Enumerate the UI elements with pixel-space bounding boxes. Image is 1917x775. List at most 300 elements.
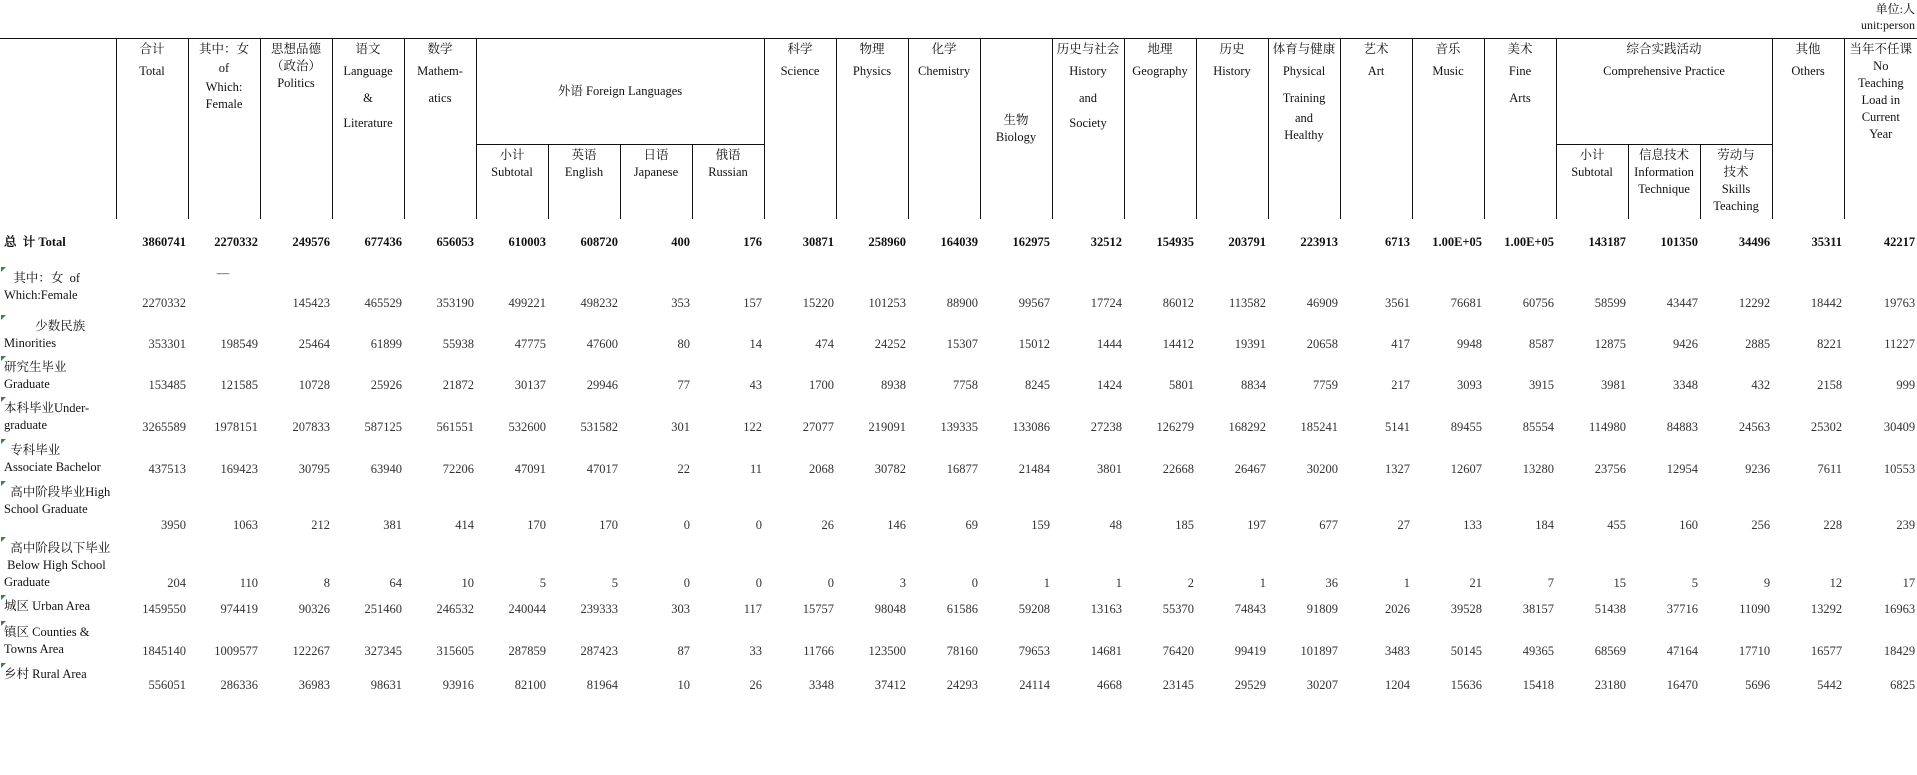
data-cell: 999 [1896,378,1916,392]
row-label [0,219,116,266]
data-cell: 12875 [1594,337,1627,351]
data-cell: 5 [1691,576,1699,590]
data-cell: 18442 [1810,296,1843,310]
data-cell: 143187 [1588,235,1627,249]
data-cell: 159 [1031,518,1051,532]
data-cell: 47775 [514,337,546,351]
data-cell: 1459550 [142,602,186,616]
data-cell: 82100 [514,678,546,692]
data-cell: 101350 [1660,235,1699,249]
data-cell: 15012 [1018,337,1051,351]
data-cell: 24114 [1019,678,1051,692]
data-cell: 69 [965,518,979,532]
data-cell: 2026 [1385,602,1411,616]
data-cell: 168292 [1228,420,1267,434]
table-row [0,219,1917,266]
data-cell: 30871 [802,235,835,249]
data-cell: 0 [755,518,763,532]
data-cell: 10 [677,678,690,692]
data-cell: 98631 [370,678,402,692]
header-physics: 物理 Physics [836,39,908,220]
data-cell: 29946 [586,378,618,392]
data-cell: 6713 [1385,235,1411,249]
data-cell: 25464 [298,337,330,351]
table-row [0,438,1917,480]
header-english: 英语 English [548,145,620,220]
row-label-line: graduate [4,418,48,432]
data-cell: 249576 [292,235,330,249]
data-cell: 18429 [1883,644,1916,658]
table-row [0,355,1917,396]
data-cell: 47164 [1666,644,1699,658]
data-cell: 532600 [508,420,546,434]
data-cell: 26 [821,518,835,532]
data-cell: 5 [539,576,546,590]
data-cell: 139335 [940,420,979,434]
data-cell: 43447 [1666,296,1699,310]
data-cell: 1 [1043,576,1051,590]
data-cell: 146 [887,518,907,532]
row-label-line: 镇区 Counties & [4,625,90,639]
data-cell: 15757 [802,602,835,616]
data-cell: 68569 [1594,644,1627,658]
table-row [0,620,1917,662]
data-cell: 43 [749,378,763,392]
data-cell: 8587 [1529,337,1555,351]
table-row [0,594,1917,620]
data-cell: 3265589 [142,420,186,434]
data-cell: 42217 [1883,235,1916,249]
data-cell: 121585 [220,378,258,392]
data-cell: 1 [1115,576,1123,590]
data-cell: 99567 [1018,296,1051,310]
data-cell: 1978151 [214,420,258,434]
data-cell: 30200 [1306,462,1339,476]
data-cell: 72206 [442,462,474,476]
data-cell: 14 [749,337,763,351]
data-cell: 16963 [1883,602,1916,616]
data-cell: 14412 [1162,337,1195,351]
data-cell: 90326 [298,602,330,616]
header-no-teaching-load: 当年不任课 No Teaching Load in Current Year [1844,39,1917,220]
data-cell: 11 [749,462,763,476]
data-cell: 13280 [1522,462,1555,476]
row-label [0,266,116,314]
row-label [0,314,116,355]
row-label [0,396,116,438]
data-cell: 2885 [1745,337,1771,351]
data-cell: 35311 [1811,235,1843,249]
data-cell: 251460 [364,602,402,616]
header-pe: 体育与健康 Physical Training and Healthy [1268,39,1340,220]
data-cell: 3981 [1601,378,1627,392]
header-blank [0,39,116,220]
data-cell: 77 [677,378,690,392]
header-politics: 思想品德 （政治） Politics [260,39,332,220]
data-cell: 84883 [1666,420,1699,434]
data-cell: 656053 [436,235,474,249]
row-label-line: 高中阶段以下毕业 [4,541,111,555]
data-cell: 30207 [1306,678,1339,692]
data-cell: 608720 [580,235,618,249]
data-cell: 286336 [220,678,258,692]
row-label-line: Graduate [4,377,50,391]
data-cell: 80 [677,337,690,351]
data-cell: 32512 [1090,235,1123,249]
data-cell: 13292 [1810,602,1843,616]
data-cell: 5141 [1385,420,1411,434]
data-cell: 327345 [364,644,402,658]
data-cell: 1424 [1097,378,1123,392]
table-body [0,219,1917,696]
data-cell: 9948 [1457,337,1483,351]
data-cell: 30409 [1883,420,1916,434]
data-cell: 17 [1902,576,1916,590]
data-cell: 29529 [1234,678,1267,692]
data-cell: 301 [671,420,690,434]
data-cell: 239 [1896,518,1916,532]
data-cell: 1204 [1385,678,1411,692]
row-label-line: 研究生毕业 [4,360,67,374]
row-label [0,438,116,480]
data-cell: 24293 [946,678,979,692]
data-cell: 12292 [1738,296,1771,310]
data-cell: 498232 [580,296,618,310]
row-label-line: Graduate [4,575,50,589]
data-cell: 122267 [292,644,330,658]
data-cell: 25926 [370,378,402,392]
data-cell: 34496 [1738,235,1771,249]
data-cell: 162975 [1012,235,1051,249]
data-cell: 1 [1259,576,1267,590]
data-cell: 58599 [1594,296,1627,310]
data-cell: 12 [1829,576,1843,590]
data-cell: 15220 [802,296,835,310]
data-cell: 30795 [298,462,330,476]
data-cell: 15 [1613,576,1627,590]
data-cell: 417 [1391,337,1411,351]
data-cell: 217 [1391,378,1411,392]
table-row [0,662,1917,696]
table-header [0,39,1917,220]
data-cell: 207833 [292,420,330,434]
data-cell: 11766 [803,644,835,658]
header-art: 艺术 Art [1340,39,1412,220]
data-cell: 353 [671,296,690,310]
data-cell: 5 [611,576,618,590]
data-cell: 9426 [1673,337,1699,351]
data-cell: 8 [323,576,330,590]
data-cell: 197 [1247,518,1267,532]
data-cell: 19391 [1234,337,1267,351]
data-cell: 204 [167,576,186,590]
header-math: 数学 Mathem- atics [404,39,476,220]
data-cell: 465529 [364,296,402,310]
data-cell: 2158 [1817,378,1843,392]
data-cell: 15307 [946,337,979,351]
data-cell: 561551 [436,420,474,434]
data-cell: 677 [1319,518,1339,532]
header-russian: 俄语 Russian [692,145,764,220]
data-cell: 223913 [1300,235,1339,249]
table-row [0,266,1917,314]
data-cell: 1845140 [142,644,186,658]
data-cell: 24252 [874,337,907,351]
unit-label [1861,1,1915,33]
header-fine-arts: 美术 Fine Arts [1484,39,1556,220]
row-label-line: Minorities [4,336,57,350]
data-cell: 3950 [161,518,186,532]
data-cell: 0 [971,576,979,590]
data-cell: 123500 [868,644,907,658]
data-cell: 246532 [436,602,474,616]
data-cell: 110 [239,576,258,590]
data-cell: 169423 [220,462,258,476]
header-foreign-languages: 外语 Foreign Languages [476,39,764,145]
data-cell: 1 [1403,576,1411,590]
header-comprehensive-practice: 综合实践活动 Comprehensive Practice [1556,39,1772,145]
data-cell: 14681 [1090,644,1123,658]
table-row [0,396,1917,438]
data-cell: 51438 [1594,602,1627,616]
data-cell: 101897 [1300,644,1339,658]
header-labor-skills: 劳动与 技术 Skills Teaching [1700,145,1772,220]
unit-cn: 单位:人 [1875,2,1915,16]
header-female: 其中：女 of Which: Female [188,39,260,220]
data-cell: 76681 [1450,296,1483,310]
row-label-line: Which:Female [4,288,78,302]
data-cell: 974419 [220,602,258,616]
data-cell: 12607 [1450,462,1483,476]
data-cell: 64 [389,576,402,590]
data-cell: 122 [743,420,763,434]
row-label [0,620,116,662]
data-cell: 184 [1535,518,1555,532]
data-cell: 22 [677,462,690,476]
data-cell: 3483 [1385,644,1411,658]
data-cell: 47600 [586,337,618,351]
data-cell: 160 [1679,518,1699,532]
data-cell: 5696 [1745,678,1771,692]
data-cell: 414 [455,518,474,532]
data-cell: 23756 [1594,462,1627,476]
row-label [0,594,116,620]
data-cell: 38157 [1522,602,1555,616]
data-cell: 81964 [586,678,618,692]
data-cell: 47091 [514,462,546,476]
data-cell: 2270332 [214,235,258,249]
data-cell: 353301 [148,337,186,351]
data-cell: 1009577 [214,644,258,658]
data-cell: 15636 [1450,678,1483,692]
row-label [0,536,116,594]
row-label-line: 专科毕业 [4,443,61,457]
data-cell: 48 [1109,518,1123,532]
data-cell: 381 [383,518,402,532]
row-label [0,662,116,696]
data-cell: 432 [1751,378,1771,392]
row-label-line: 少数民族 [4,319,86,333]
data-cell: 47017 [586,462,618,476]
data-cell: 63940 [370,462,402,476]
data-cell: 256 [1751,518,1771,532]
unit-en: unit:person [1861,18,1915,32]
data-cell: 113582 [1228,296,1267,310]
data-cell: 10 [461,576,474,590]
data-cell: 556051 [148,678,186,692]
data-cell: 22668 [1162,462,1195,476]
row-label-line: 总 计 Total [4,235,66,249]
data-cell: 17724 [1090,296,1123,310]
row-label [0,355,116,396]
data-cell: 91809 [1306,602,1339,616]
row-label-line: 其中：女 of [4,271,81,285]
data-cell: 23180 [1594,678,1627,692]
data-cell: 1063 [233,518,258,532]
data-cell: 203791 [1228,235,1267,249]
data-cell: 24563 [1738,420,1771,434]
data-cell: 9236 [1745,462,1771,476]
data-cell: 3348 [809,678,835,692]
data-cell: 16470 [1666,678,1699,692]
data-cell: 19763 [1883,296,1916,310]
data-cell: 126279 [1156,420,1195,434]
data-cell: 78160 [946,644,979,658]
data-cell: 88900 [946,296,979,310]
data-cell: 219091 [868,420,907,434]
data-cell: 16877 [946,462,979,476]
header-history: 历史 History [1196,39,1268,220]
data-cell: 60756 [1522,296,1555,310]
data-cell: 76420 [1162,644,1195,658]
row-label-line: 高中阶段毕业High [4,485,111,499]
data-cell: 185241 [1300,420,1339,434]
data-cell: 99419 [1234,644,1267,658]
data-cell: 176 [743,235,763,249]
data-cell: 133086 [1012,420,1051,434]
data-cell: 74843 [1234,602,1267,616]
header-japanese: 日语 Japanese [620,145,692,220]
data-cell: 499221 [508,296,546,310]
teacher-statistics-table [0,38,1917,696]
header-geography: 地理 Geography [1124,39,1196,220]
data-cell: 400 [671,235,690,249]
data-cell: 3 [899,576,907,590]
data-cell: 13163 [1090,602,1123,616]
data-cell: 3093 [1457,378,1483,392]
data-cell: 37412 [874,678,907,692]
data-cell: 79653 [1018,644,1051,658]
data-cell: 287423 [580,644,618,658]
data-cell: 61586 [946,602,979,616]
data-cell: 33 [749,644,763,658]
data-cell: 7 [1547,576,1555,590]
header-chemistry: 化学 Chemistry [908,39,980,220]
row-label-line: School Graduate [4,502,88,516]
data-cell: 89455 [1450,420,1483,434]
data-cell: 303 [671,602,690,616]
data-cell: 1444 [1097,337,1123,351]
table-row [0,480,1917,536]
data-cell: 27238 [1090,420,1123,434]
data-cell: 2068 [809,462,835,476]
data-cell: 93916 [442,678,474,692]
data-cell: 98048 [874,602,907,616]
row-label-line: 乡村 Rural Area [4,667,87,681]
data-cell: 455 [1607,518,1627,532]
header-info-tech: 信息技术 Information Technique [1628,145,1700,220]
data-cell: 39528 [1450,602,1483,616]
data-cell: 198549 [220,337,258,351]
data-cell: 7758 [953,378,979,392]
data-cell: 258960 [868,235,907,249]
data-cell: 8221 [1817,337,1843,351]
header-history-society: 历史与社会 History and Society [1052,39,1124,220]
data-cell: 85554 [1522,420,1555,434]
data-cell: 50145 [1450,644,1483,658]
data-cell: 23145 [1162,678,1195,692]
data-cell: 145423 [292,296,330,310]
row-label-line: 城区 Urban Area [4,599,91,613]
data-cell: 59208 [1018,602,1051,616]
data-cell: 154935 [1156,235,1195,249]
data-cell: 21 [1469,576,1483,590]
data-cell: 153485 [148,378,186,392]
data-cell: 55938 [442,337,474,351]
data-cell: 27 [1397,518,1411,532]
data-cell: 12954 [1666,462,1699,476]
data-cell: 55370 [1162,602,1195,616]
data-cell: 114980 [1588,420,1627,434]
data-cell: 3348 [1673,378,1699,392]
data-cell: 36983 [298,678,330,692]
data-cell: 4668 [1097,678,1123,692]
data-cell: 0 [683,518,690,532]
data-cell: 30137 [514,378,546,392]
data-cell: 587125 [364,420,402,434]
header-foreign-subtotal: 小计 Subtotal [476,145,548,220]
row-label [0,480,116,536]
data-cell: 0 [683,576,690,590]
data-cell: 9 [1763,576,1771,590]
header-language: 语文 Language & Literature [332,39,404,220]
data-cell: 353190 [436,296,474,310]
data-cell: 212 [311,518,330,532]
data-cell: 1.00E+05 [1504,235,1555,249]
data-cell: 16577 [1810,644,1843,658]
data-cell: 5442 [1817,678,1843,692]
table-row [0,314,1917,355]
data-cell: 15418 [1522,678,1555,692]
data-cell: 164039 [940,235,979,249]
data-cell: 240044 [508,602,546,616]
data-cell: 30782 [874,462,907,476]
data-cell: 49365 [1522,644,1555,658]
data-cell: 1327 [1385,462,1411,476]
data-cell: 37716 [1666,602,1699,616]
data-cell: 17710 [1738,644,1771,658]
data-cell: 36 [1325,576,1339,590]
header-science: 科学 Science [764,39,836,220]
data-cell: 610003 [508,235,546,249]
data-cell: 5801 [1169,378,1195,392]
data-cell: 1.00E+05 [1432,235,1483,249]
data-cell: 21484 [1018,462,1051,476]
data-cell: 3860741 [142,235,186,249]
header-comp-subtotal: 小计 Subtotal [1556,145,1628,220]
header-total: 合计 Total [116,39,188,220]
data-cell: 25302 [1810,420,1843,434]
